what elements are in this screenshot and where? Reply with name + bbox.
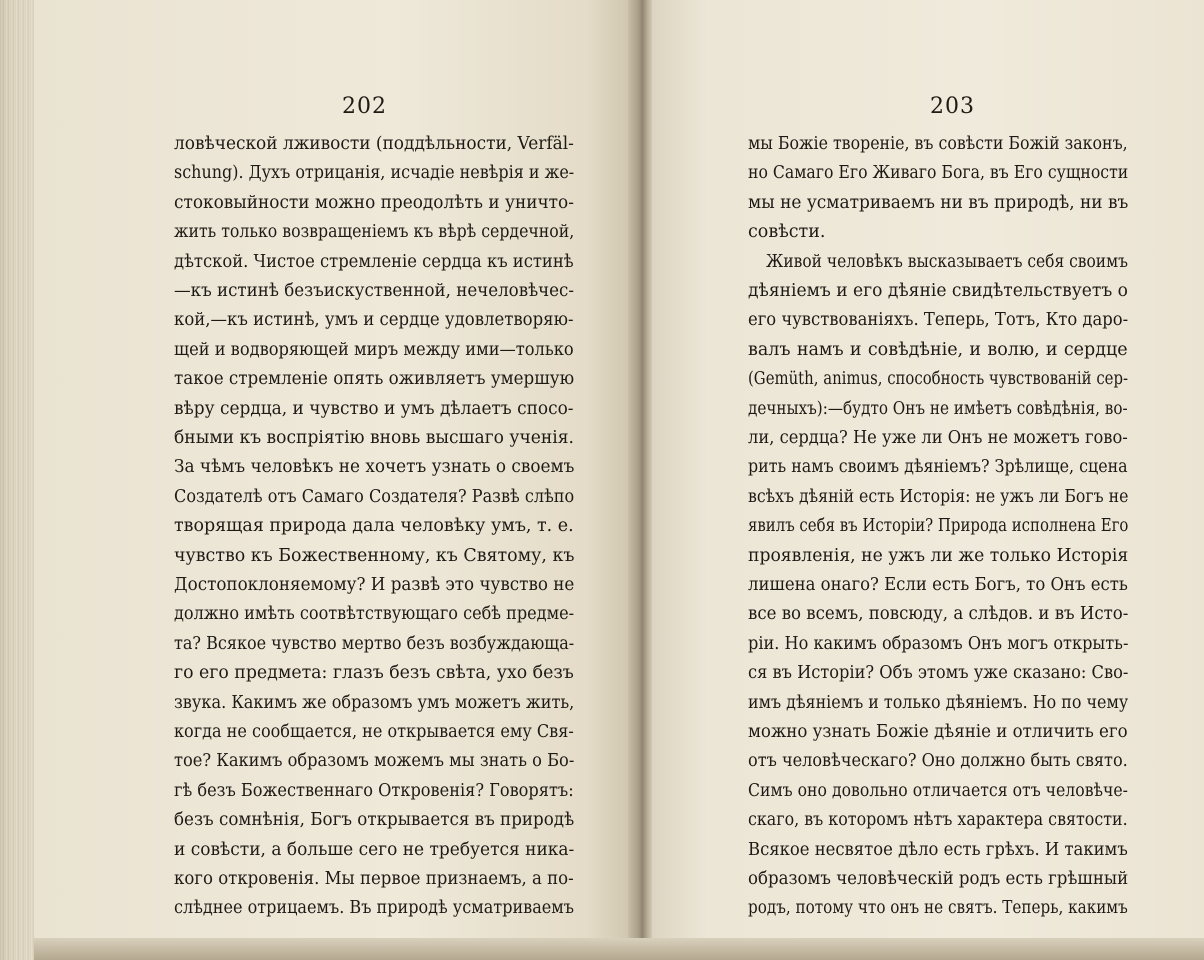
text-line: всѣхъ дѣяній есть Исторія: не ужъ ли Богъ не <box>748 486 1129 507</box>
text-line: —къ истинѣ безъискуственной, нечеловѣчес- <box>174 281 574 301</box>
page-bottom-edge <box>34 938 1204 960</box>
text-line: валъ намъ и совѣдѣніе, и волю, и сердце <box>748 339 1128 360</box>
text-line: и совѣсти, а больше сего не требуется ника- <box>174 839 575 860</box>
text-line: ловѣческой лживости (поддѣльности, Verfäl- <box>174 134 574 154</box>
text-line: его чувствованіяхъ. Теперь, Тотъ, Кто даро- <box>748 310 1129 331</box>
text-line: все во всемъ, повсюду, а слѣдов. и въ Исто- <box>748 604 1129 625</box>
text-line: звука. Какимъ же образомъ умъ можетъ жить, <box>174 692 575 713</box>
right-page-number: 203 <box>930 94 975 119</box>
text-line: тое? Какимъ образомъ можемъ мы знать о Бо- <box>174 751 575 772</box>
text-line: безъ сомнѣнія, Богъ открывается въ природѣ <box>174 810 575 831</box>
text-line: отъ человѣческаго? Оно должно быть свято. <box>748 751 1128 772</box>
text-line: Создателѣ отъ Самаго Создателя? Развѣ слѣпо <box>174 486 575 507</box>
text-line: ли, сердца? Не уже ли Онъ не можетъ гово- <box>748 428 1128 448</box>
text-line: кой,—къ истинѣ, умъ и сердце удовлетворяю- <box>174 310 574 331</box>
text-line: мы Божіе твореніе, въ совѣсти Божій законъ, <box>748 134 1128 154</box>
text-line: schung). Духъ отрицанія, исчадіе невѣрія и же- <box>174 163 575 184</box>
text-line: дѣтской. Чистое стремленіе сердца къ истинѣ <box>174 251 574 272</box>
text-line: Всякое несвятое дѣло есть грѣхъ. И такимъ <box>748 839 1128 860</box>
text-line: когда не сообщается, не открывается ему Свя- <box>174 722 574 742</box>
text-line: кого откровенія. Мы первое признаемъ, а по- <box>174 869 574 889</box>
text-line: явилъ себя въ Исторіи? Природа исполнена Его <box>748 516 1129 537</box>
text-line: образомъ человѣческій родъ есть грѣшный <box>748 869 1129 889</box>
text-line: родъ, потому что онъ не святъ. Теперь, какимъ <box>748 898 1128 919</box>
text-line: дечныхъ):—будто Онъ не имѣетъ совѣдѣнія, во- <box>748 398 1128 419</box>
text-line: жить только возвращеніемъ къ вѣрѣ сердечной, <box>174 222 575 243</box>
left-page <box>34 0 634 940</box>
text-line: стоковыйности можно преодолѣть и уничто- <box>174 192 574 213</box>
text-line: такое стремленіе опять оживляетъ умершую <box>174 369 575 390</box>
text-line: но Самаго Его Живаго Бога, въ Его сущности <box>748 163 1129 184</box>
text-line: Живой человѣкъ высказываетъ себя своимъ <box>766 251 1128 272</box>
text-line: скаго, въ которомъ нѣтъ характера святости. <box>748 810 1128 831</box>
text-line: лишена онаго? Если есть Богъ, то Онъ есть <box>748 575 1128 595</box>
text-line: творящая природа дала человѣку умъ, т. е. <box>174 516 574 537</box>
text-line: бными къ воспріятію вновь высшаго ученія. <box>174 428 575 448</box>
text-line: мы не усматриваемъ ни въ природѣ, ни въ <box>748 192 1129 213</box>
text-line: должно имѣть соотвѣтствующаго себѣ предме- <box>174 604 575 625</box>
text-line: та? Всякое чувство мертво безъ возбуждающа- <box>174 633 575 654</box>
text-line: го его предмета: глазъ безъ свѣта, ухо безъ <box>174 663 574 684</box>
page-edges <box>0 0 34 960</box>
text-line: проявленія, не ужъ ли же только Исторія <box>748 545 1129 566</box>
text-line: вѣру сердца, и чувство и умъ дѣлаетъ спосо- <box>174 398 574 419</box>
text-line: Симъ оно довольно отличается отъ человѣче- <box>748 780 1128 801</box>
text-line: (Gemüth, animus, способность чувствованій сер- <box>748 369 1129 390</box>
text-line: Достопоклоняемому? И развѣ это чувство не <box>174 575 575 595</box>
text-line: совѣсти. <box>748 222 826 243</box>
text-line: имъ дѣяніемъ и только дѣяніемъ. Но по чему <box>748 692 1129 713</box>
text-line: слѣднее отрицаемъ. Въ природѣ усматриваемъ <box>174 898 574 919</box>
text-line: можно узнать Божіе дѣяніе и отличить его <box>748 722 1128 742</box>
right-page <box>652 0 1204 940</box>
text-line: чувство къ Божественному, къ Святому, къ <box>174 545 575 566</box>
book-gutter <box>628 0 654 960</box>
text-line: ся въ Исторіи? Объ этомъ уже сказано: Сво- <box>748 663 1129 684</box>
left-page-number: 202 <box>342 94 387 119</box>
text-line: За чѣмъ человѣкъ не хочетъ узнать о своемъ <box>174 457 575 478</box>
text-line: щей и водворяющей миръ между ими—только <box>174 339 574 360</box>
text-line: гѣ безъ Божественнаго Откровенія? Говорятъ: <box>174 780 574 801</box>
text-line: ріи. Но какимъ образомъ Онъ могъ открыть- <box>748 633 1129 654</box>
text-line: рить намъ своимъ дѣяніемъ? Зрѣлище, сцена <box>748 457 1128 478</box>
text-line: дѣяніемъ и его дѣяніе свидѣтельствуетъ о <box>748 281 1128 301</box>
